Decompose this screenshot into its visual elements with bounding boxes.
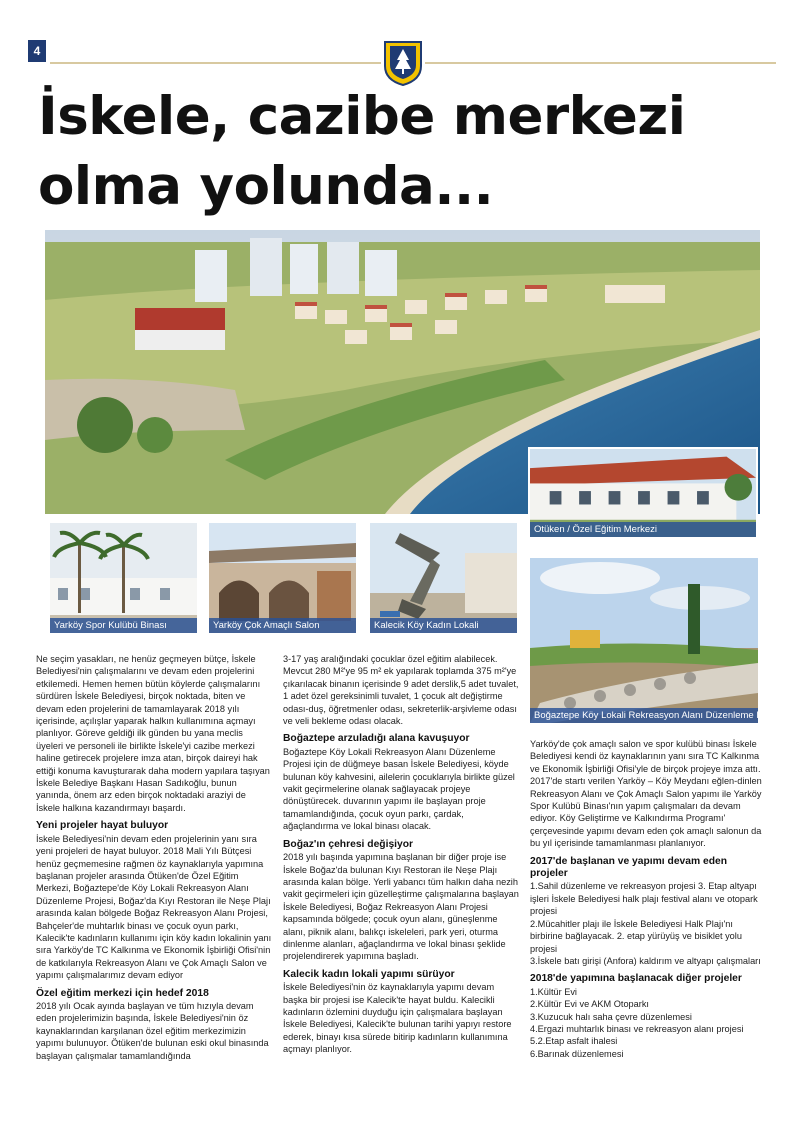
kalecik-photo <box>370 523 517 633</box>
intro-paragraph: Ne seçim yasakları, ne henüz geçmeyen bütçe, İskele Belediyesi'nin çalışmalarını ve devam eden projelerini etkilemedi. Hemen hemen bütün köylerde çalışmalarını sürdüren İskele Belediyesi, birçok noktada, biten ve devam eden projelerini de tamamlayarak 2018 yılı içerisinde, açılışlar yaparak halkın kullanımına açmayı planlıyor. Göreve geldiği ilk günden bu yana meclis üyeleri ve personeli ile birlikte İskele'yi cazibe merkezi haline getirecek projelere imza atan, birçok daireyi hak ettiği konuma kavuşturarak daha modern yapılara taşıyan İskele Belediye Başkanı Hasan Sadıkoğlu, bunun yanında, önem arz eden birçok noktadaki araziyi de İskele halkına kazandırmayı başardı. <box>36 654 270 813</box>
yarkoy-spor-photo <box>50 523 197 633</box>
bogaztepe-caption: Boğaztepe Köy Lokali Rekreasyon Alanı Düzenleme Projesi <box>530 708 758 723</box>
headline-line-1: İskele, cazibe merkezi <box>38 86 686 147</box>
new-projects-paragraph: İskele Belediyesi'nin devam eden projelerinin yanı sıra yeni projeleri de hayat buluyor. 2018 Mali Yılı Bütçesi henüz geçmemesine rağmen öz kaynaklarıyla yapımına başlanan projeler arasında Ötüken'de Özel Eğitim Merkezi, Boğaztepe'de Köy Lokali Rekreasyon Alanı Düzenleme Projesi, Boğaz'da Kıyı Restoran ile Neşe Plajı arasında kalan bölgede Boğaz Rekreasyon Alanı Projesi, Bahçeler'de muhtarlık binası ve çocuk oyun parkı, Kalecik'te kadınların kullanımı için köy kadın lokalinin yanı sıra Yarköy'de TC Kalkınma ve Ekonomik İşbirliği Ofisi'nin de katkılarıyla Rekreasyon Alanı ve Çok Amaçlı Salon ve yapımı çalışmalarımız devam ediyor <box>36 833 272 981</box>
otuken-caption: Otüken / Özel Eğitim Merkezi <box>530 522 756 537</box>
list-item: 5.2.Etap asfalt ihalesi <box>530 1036 618 1047</box>
text-column-2 <box>283 653 519 1056</box>
page-number: 4 <box>28 40 46 62</box>
heading-special-education: Özel eğitim merkezi için hedef 2018 <box>36 987 209 999</box>
text-column-3 <box>530 738 764 1060</box>
list-item: 1.Kültür Evi <box>530 986 577 997</box>
heading-bogaztepe: Boğaztepe arzuladığı alana kavuşuyor <box>283 733 470 745</box>
bogaztepe-photo <box>530 558 786 723</box>
yarkoy-salon-caption: Yarköy Çok Amaçlı Salon <box>209 618 356 633</box>
list-item: 3.Kuzucuk halı saha çevre düzenlemesi <box>530 1011 692 1022</box>
heading-kalecik: Kalecik kadın lokali yapımı sürüyor <box>283 968 455 980</box>
heading-bogaz: Boğaz'ın çehresi değişiyor <box>283 838 414 850</box>
heading-2017-projects: 2017'de başlanan ve yapımı devam eden projeler <box>530 855 728 880</box>
text-column-1 <box>36 653 272 1062</box>
kalecik-paragraph: İskele Belediyesi'nin öz kaynaklarıyla yapımı devam başka bir projesi ise Kalecik'te hayat buldu. Kalecikli kadınların özlemini duyduğu için çalışmalara başlayan İskele Belediyesi, Kalecik'te bulunan tarihi yapıyı restore ederek, binayı kısa sürede bitirip kadınların kullanımına açmayı planlıyor. <box>283 982 512 1055</box>
yarkoy-spor-caption: Yarköy Spor Kulübü Binası <box>50 618 197 633</box>
iskele-municipality-seal-icon <box>381 38 425 86</box>
heading-new-projects: Yeni projeler hayat buluyor <box>36 820 169 832</box>
special-education-continued: 3-17 yaş aralığındaki çocuklar özel eğitim alabilecek. Mevcut 280 M²'ye 95 m² ek yapılarak toplamda 375 m²'ye çıkarılacak binanın içerisinde 9 adet derslik,5 adet tuvalet, 1 adet özel gereksinimli tuvalet, 1 çocuk alt değiştirme odası-duş, öğretmenler odası, sekreterlik-arşivleme odası ve veli bekleme odası olacak. <box>283 654 519 727</box>
list-item: 4.Ergazi muhtarlık binası ve rekreasyon alanı projesi <box>530 1023 744 1034</box>
list-item: 1.Sahil düzenleme ve rekreasyon projesi 3. Etap altyapı işleri İskele Belediyesi halk plajı festival alanı ve otopark projesi <box>530 881 758 917</box>
kalecik-caption: Kalecik Köy Kadın Lokali <box>370 618 517 633</box>
headline <box>38 82 758 222</box>
list-2017-projects <box>530 880 764 967</box>
list-item: 6.Barınak düzenlemesi <box>530 1048 624 1059</box>
list-2018-projects <box>530 986 764 1060</box>
otuken-photo <box>528 447 758 539</box>
heading-2018-projects: 2018'de yapımına başlanacak diğer projeler <box>530 973 742 985</box>
list-item: 2.Kültür Evi ve AKM Otoparkı <box>530 999 649 1010</box>
yarkoy-paragraph: Yarköy'de çok amaçlı salon ve spor kulübü binası İskele Belediyesi kendi öz kaynaklarının yanı sıra TC Kalkınma ve Ekonomik İşbirliği Ofisi'yle de birçok projeye imza attı. 2017'de startı verilen Yarköy – Köy Meydanı eğlen-dinlen Rekreasyon Alanı ve Çok Amaçlı Salon yapımı ile Yarköy Spor Kulübü Binası'nın yapım çalışmaları da devam ediyor. Köy Geliştirme ve Kalkındırma Programı' çerçevesinde yapımı devam eden çok amaçlı salonun da bu yıl içerisinde tamamlanması planlanıyor. <box>530 739 762 849</box>
list-item: 2.Mücahitler plajı ile İskele Belediyesi Halk Plajı'nı birbirine bağlayacak. 2. etap yürüyüş ve bisiklet yolu projesi <box>530 918 742 954</box>
headline-line-2: olma yolunda... <box>38 156 494 217</box>
bogaz-paragraph: 2018 yılı başında yapımına başlanan bir diğer proje ise İskele Boğaz'da bulunan Kıyı Restoran ile Neşe Plajı arasında kalan bölge. Yerli yabancı tüm halkın daha nezih vakit geçirmeleri için güzelleştirme çalışmalarına başlayan İskele Belediyesi, Boğaz Rekreasyon Alanı Projesi kapsamında bölgede; çocuk oyun alanı, güneşlenme alanı, piknik alanı, balıkçı iskeleleri, park yeri, oturma dinlenme alanları, ağaçlandırma ve lokal binası şeklide projelendirerek yapımına başladı. <box>283 852 519 962</box>
special-education-paragraph: 2018 yılı Ocak ayında başlayan ve tüm hızıyla devam eden projelerimizin başında, İskele Belediyesi'nin öz kaynaklarından karşılanan özel eğitim merkezimizin yapımı bulunuyor. Ötüken'de bulunan eski okul binasında başlayan çalışmalar tamamlandığında <box>36 1000 269 1061</box>
bogaztepe-paragraph: Boğaztepe Köy Lokali Rekreasyon Alanı Düzenleme Projesi için de düğmeye basan İskele Belediyesi, köyde bulunan köy kahvesini, ailelerin çocuklarıyla birlikte güzel vakit geçirmelerine olanak sağlayacak projeye dönüştürecek. duvarının yapımı ile başlayan proje tamamlandığında, çocuk oyun parkı, çardak, ağaçlandırma ve lokal binası olacak. <box>283 746 515 832</box>
yarkoy-salon-photo <box>209 523 356 633</box>
list-item: 3.İskele batı girişi (Anfora) kaldırım ve altyapı çalışmaları <box>530 955 761 966</box>
